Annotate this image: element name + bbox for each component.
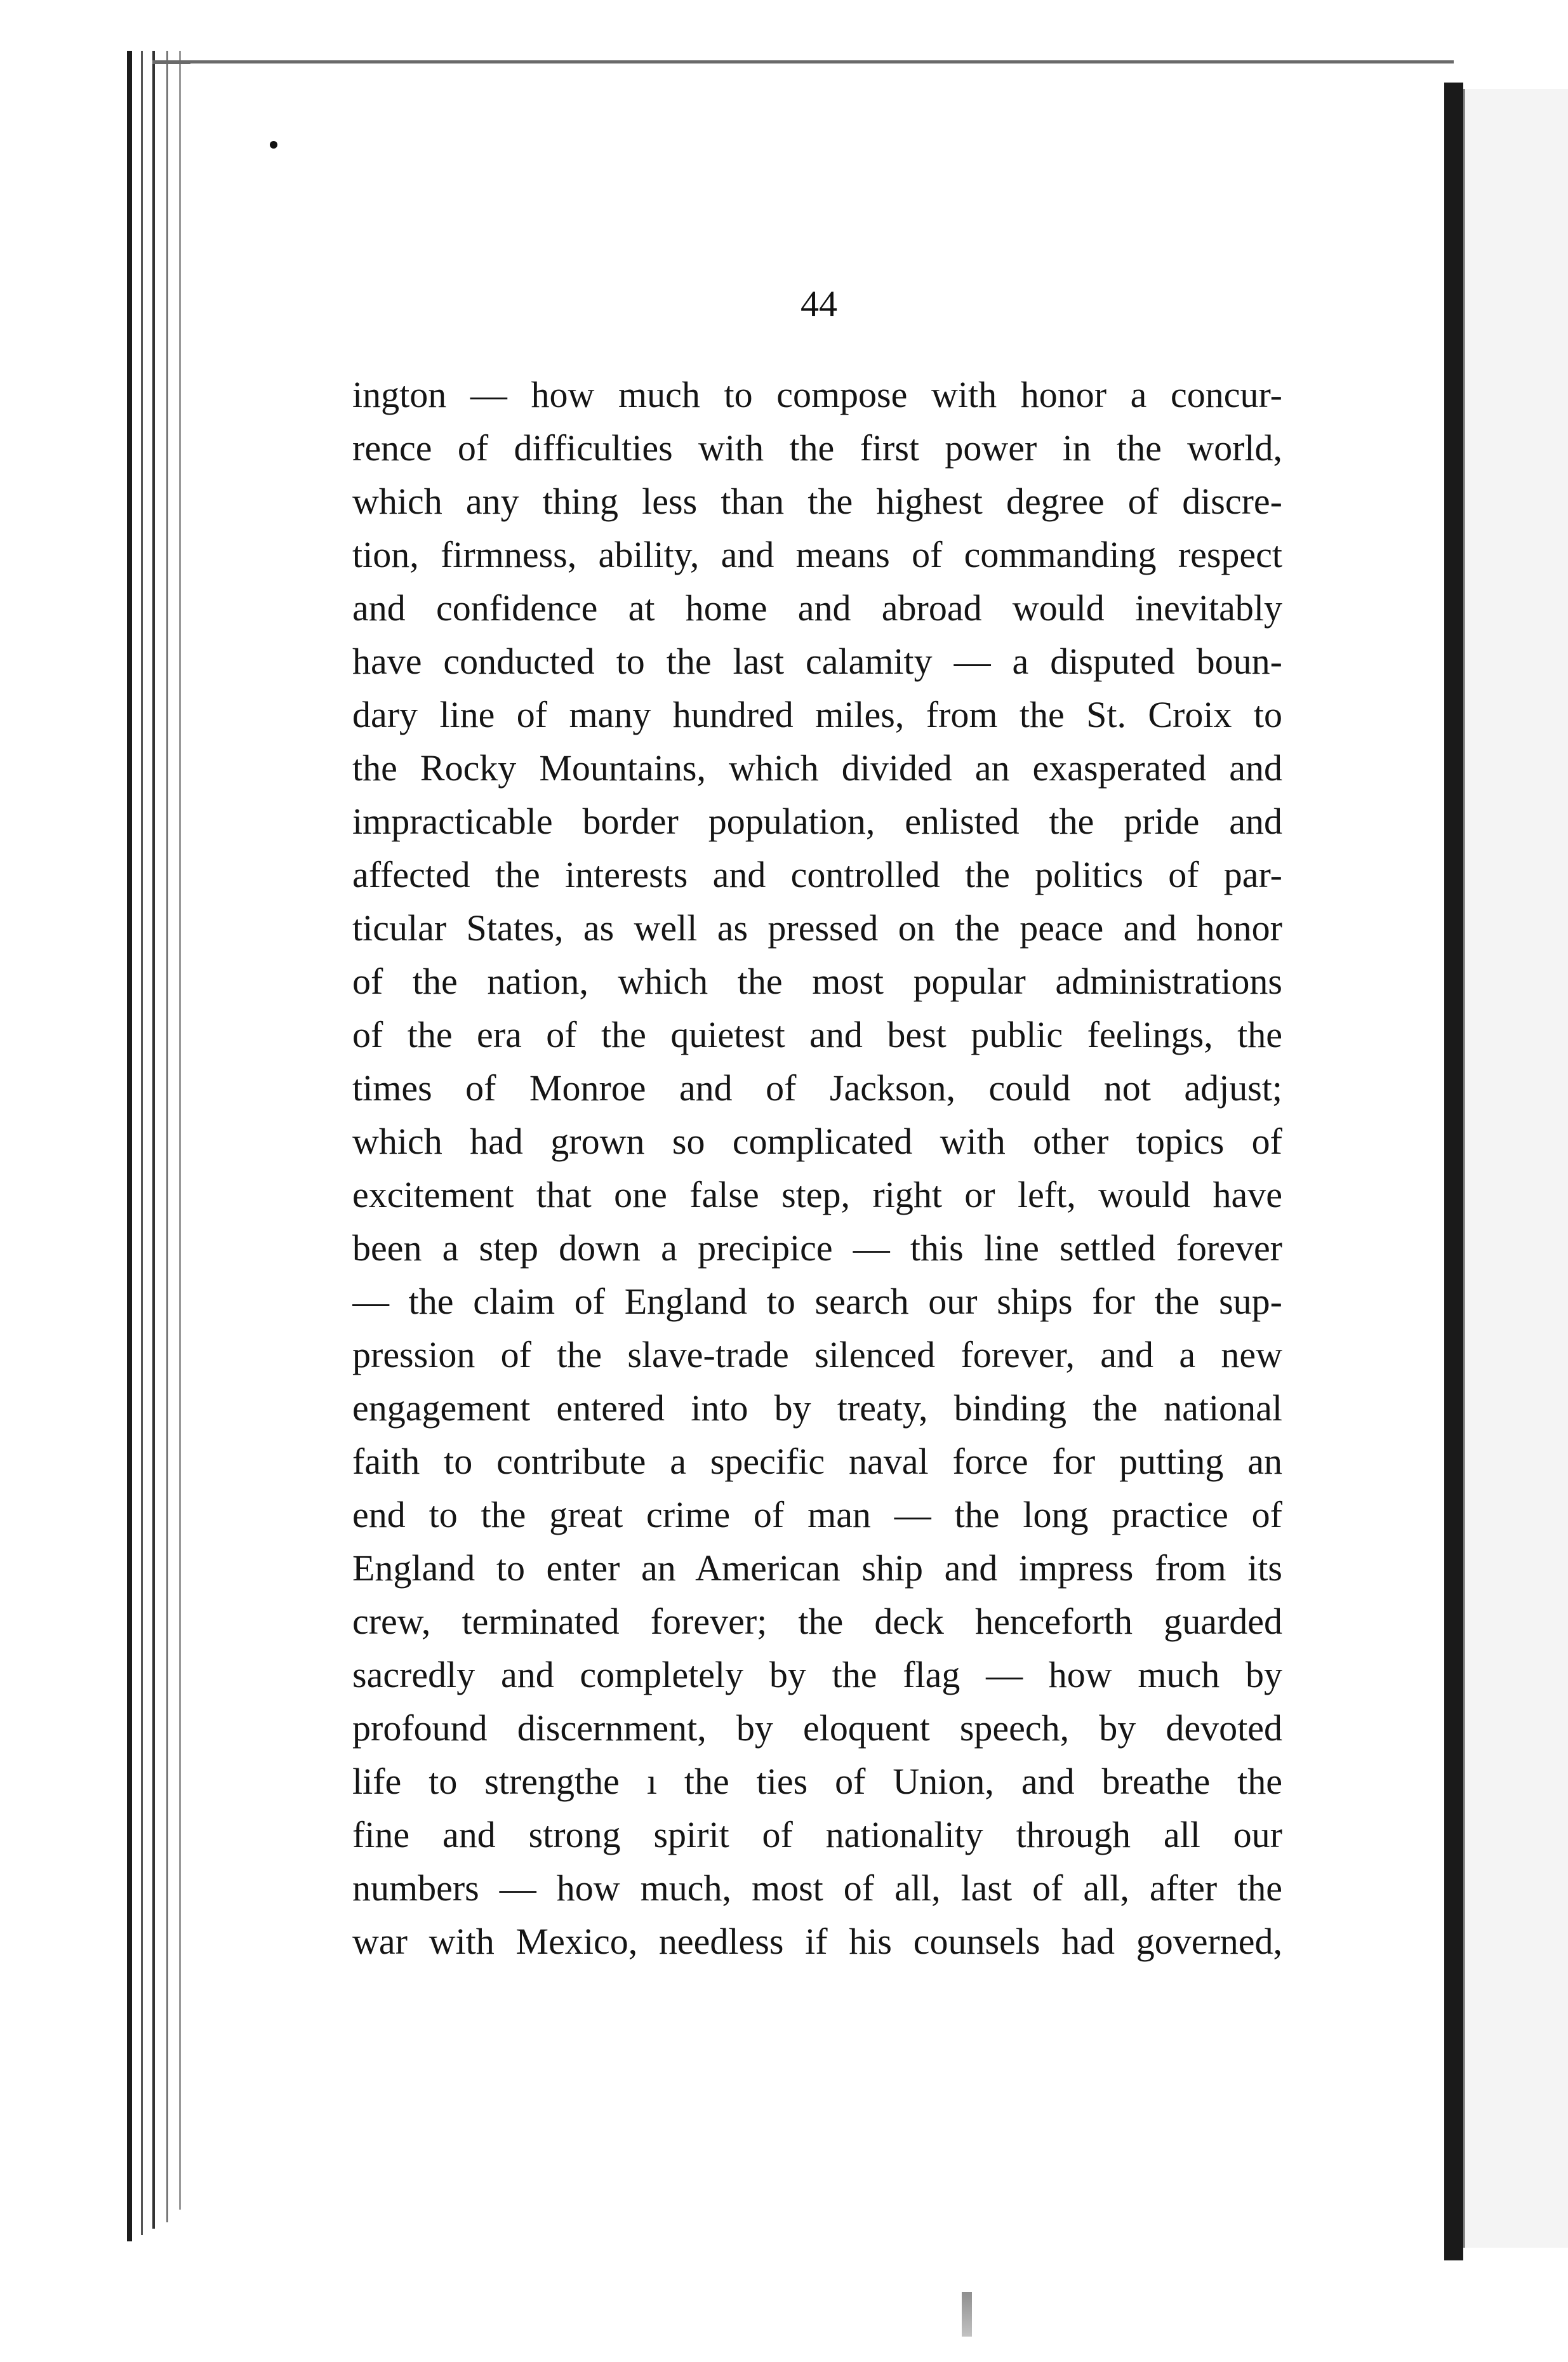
text-line: sacredly and completely by the flag — how much by: [352, 1654, 1282, 1695]
text-line: profound discernment, by eloquent speech, by devoted: [352, 1707, 1282, 1749]
facing-page-edge: [1463, 89, 1568, 2248]
text-line: life to strengthe ı the ties of Union, and breathe the: [352, 1761, 1282, 1802]
page-number: 44: [801, 283, 837, 324]
text-line: excitement that one false step, right or left, would have: [352, 1174, 1282, 1215]
text-line: fine and strong spirit of nationality through all our: [352, 1814, 1282, 1855]
text-line: faith to contribute a specific naval force for putting an: [352, 1441, 1282, 1482]
text-line: affected the interests and controlled the politics of par-: [352, 854, 1282, 895]
text-line: end to the great crime of man — the long practice of: [352, 1494, 1282, 1535]
text-line: which had grown so complicated with other topics of: [352, 1121, 1282, 1162]
page-edge: [127, 51, 132, 2241]
text-line: have conducted to the last calamity — a disputed boun-: [352, 641, 1282, 682]
text-line: tion, firmness, ability, and means of commanding respect: [352, 534, 1282, 575]
text-line: dary line of many hundred miles, from the St. Croix to: [352, 694, 1282, 735]
text-line: pression of the slave-trade silenced forever, and a new: [352, 1334, 1282, 1375]
page-edge: [166, 51, 168, 2222]
text-line: England to enter an American ship and impress from its: [352, 1547, 1282, 1589]
text-line: been a step down a precipice — this line settled forever: [352, 1227, 1282, 1269]
text-line: of the nation, which the most popular administrations: [352, 961, 1282, 1002]
book-spine: [1444, 83, 1463, 2260]
body-text: [352, 368, 1282, 1968]
text-line: engagement entered into by treaty, binding the national: [352, 1387, 1282, 1429]
text-line: rence of difficulties with the first power in the world,: [352, 427, 1282, 469]
text-line: the Rocky Mountains, which divided an exasperated and: [352, 747, 1282, 789]
text-line: — the claim of England to search our ships for the sup-: [352, 1281, 1282, 1322]
text-line: war with Mexico, needless if his counsels had governed,: [352, 1921, 1282, 1962]
text-line: crew, terminated forever; the deck henceforth guarded: [352, 1601, 1282, 1642]
text-line: ticular States, as well as pressed on the peace and honor: [352, 907, 1282, 949]
text-line: of the era of the quietest and best public feelings, the: [352, 1014, 1282, 1055]
text-line: which any thing less than the highest degree of discre-: [352, 481, 1282, 522]
page-edge: [141, 51, 143, 2235]
text-line: impracticable border population, enlisted the pride and: [352, 801, 1282, 842]
page-edge: [179, 51, 181, 2210]
text-line: numbers — how much, most of all, last of all, after the: [352, 1867, 1282, 1909]
scan-artifact: [962, 2292, 972, 2337]
ink-dot: [270, 141, 277, 149]
text-line: ington — how much to compose with honor a concur-: [352, 374, 1282, 415]
text-line: and confidence at home and abroad would inevitably: [352, 587, 1282, 629]
page-edge: [152, 51, 155, 2229]
text-line: times of Monroe and of Jackson, could not adjust;: [352, 1067, 1282, 1109]
